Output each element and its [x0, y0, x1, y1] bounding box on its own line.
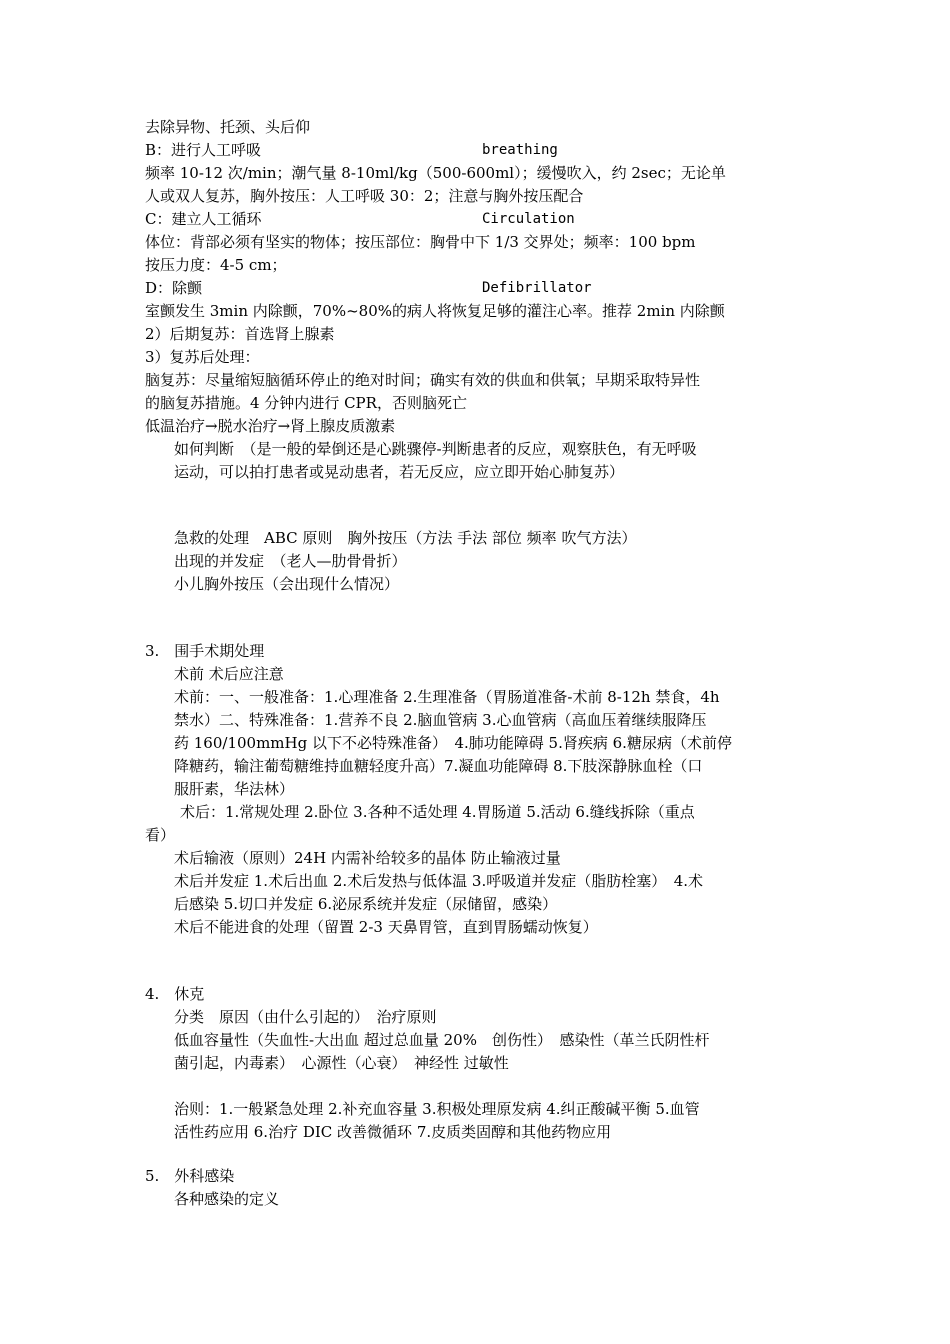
preop-line-4: 降糖药，输注葡萄糖维持血糖轻度升高）7.凝血功能障碍 8.下肢深静脉血栓（口 [174, 757, 703, 775]
first-aid-line: 急救的处理 ABC 原则 胸外按压（方法 手法 部位 频率 吹气方法） [174, 529, 637, 547]
circulation-detail-line-2: 按压力度：4-5 cm； [145, 256, 287, 274]
postop-fluid-line: 术后输液（原则）24H 内需补给较多的晶体 防止输液过量 [174, 849, 561, 867]
shock-treatment-line-2: 活性药应用 6.治疗 DIC 改善微循环 7.皮质类固醇和其他药物应用 [174, 1123, 612, 1141]
brain-resuscitation-line-2: 的脑复苏措施。4 分钟内进行 CPR，否则脑死亡 [145, 394, 467, 412]
circulation-detail-line-1: 体位：背部必须有坚实的物体；按压部位：胸骨中下 1/3 交界处；频率：100 bpm [145, 233, 696, 251]
circulation-term: Circulation [482, 211, 575, 227]
circulation-heading: C：建立人工循环 Circulation [145, 210, 575, 228]
judgement-line-1: 如何判断 （是一般的晕倒还是心跳骤停-判断患者的反应，观察肤色，有无呼吸 [174, 440, 697, 458]
late-resuscitation-line: 2）后期复苏：首选肾上腺素 [145, 325, 335, 343]
pediatric-compression-line: 小儿胸外按压（会出现什么情况） [174, 575, 400, 593]
section-3-subheading: 术前 术后应注意 [174, 665, 284, 683]
section-4-subheading: 分类 原因（由什么引起的） 治疗原则 [174, 1008, 437, 1026]
postop-complication-line-1: 术后并发症 1.术后出血 2.术后发热与低体温 3.呼吸道并发症（脂肪栓塞） 4.术 [174, 872, 704, 890]
brain-resuscitation-line-1: 脑复苏：尽量缩短脑循环停止的绝对时间；确实有效的供血和供氧；早期采取特异性 [145, 371, 701, 389]
breathing-heading: B：进行人工呼吸 breathing [145, 141, 558, 159]
preop-line-2: 禁水）二、特殊准备：1.营养不良 2.脑血管病 3.心血管病（高血压着继续服降压 [174, 711, 707, 729]
airway-step-line: 去除异物、托颈、头后仰 [145, 118, 311, 136]
shock-treatment-line-1: 治则：1.一般紧急处理 2.补充血容量 3.积极处理原发病 4.纠正酸碱平衡 5.血管 [174, 1100, 700, 1118]
postop-complication-line-2: 后感染 5.切口并发症 6.泌尿系统并发症（尿储留，感染） [174, 895, 558, 913]
postop-feeding-line: 术后不能进食的处理（留置 2-3 天鼻胃管，直到胃肠蠕动恢复） [174, 918, 598, 936]
judgement-line-2: 运动，可以拍打患者或晃动患者，若无反应，应立即开始心肺复苏） [174, 463, 625, 481]
section-5-heading: 5. 外科感染 [145, 1167, 235, 1185]
defibrillator-term: Defibrillator [482, 280, 592, 296]
post-resuscitation-heading: 3）复苏后处理： [145, 348, 260, 366]
complication-line: 出现的并发症 （老人—肋骨骨折） [174, 552, 407, 570]
shock-types-line-2: 菌引起，内毒素） 心源性（心衰） 神经性 过敏性 [174, 1054, 509, 1072]
shock-types-line-1: 低血容量性（失血性-大出血 超过总血量 20% 创伤性） 感染性（革兰氏阴性杆 [174, 1031, 710, 1049]
preop-line-5: 服肝素，华法林） [174, 780, 295, 798]
defibrillation-heading: D：除颤 Defibrillator [145, 279, 592, 297]
postop-line-2: 看） [145, 826, 176, 844]
postop-line-1: 术后：1.常规处理 2.卧位 3.各种不适处理 4.胃肠道 5.活动 6.缝线拆除（重点 [180, 803, 695, 821]
breathing-term: breathing [482, 142, 558, 158]
breathing-detail-line-2: 人或双人复苏，胸外按压：人工呼吸 30：2；注意与胸外按压配合 [145, 187, 584, 205]
treatment-sequence-line: 低温治疗→脱水治疗→肾上腺皮质激素 [145, 417, 396, 435]
section-4-heading: 4. 休克 [145, 985, 205, 1003]
preop-line-3: 药 160/100mmHg 以下不必特殊准备） 4.肺功能障碍 5.肾疾病 6.糖尿病（术前停 [174, 734, 732, 752]
preop-line-1: 术前：一、一般准备：1.心理准备 2.生理准备（胃肠道准备-术前 8-12h 禁食，4h [174, 688, 720, 706]
breathing-detail-line-1: 频率 10-12 次/min；潮气量 8-10ml/kg（500-600ml）；缓慢吹入，约 2sec；无论单 [145, 164, 726, 182]
section-3-heading: 3. 围手术期处理 [145, 642, 265, 660]
defibrillation-detail: 室颤发生 3min 内除颤，70%~80%的病人将恢复足够的灌注心率。推荐 2min 内除颤 [145, 302, 725, 320]
section-5-subheading: 各种感染的定义 [174, 1190, 280, 1208]
